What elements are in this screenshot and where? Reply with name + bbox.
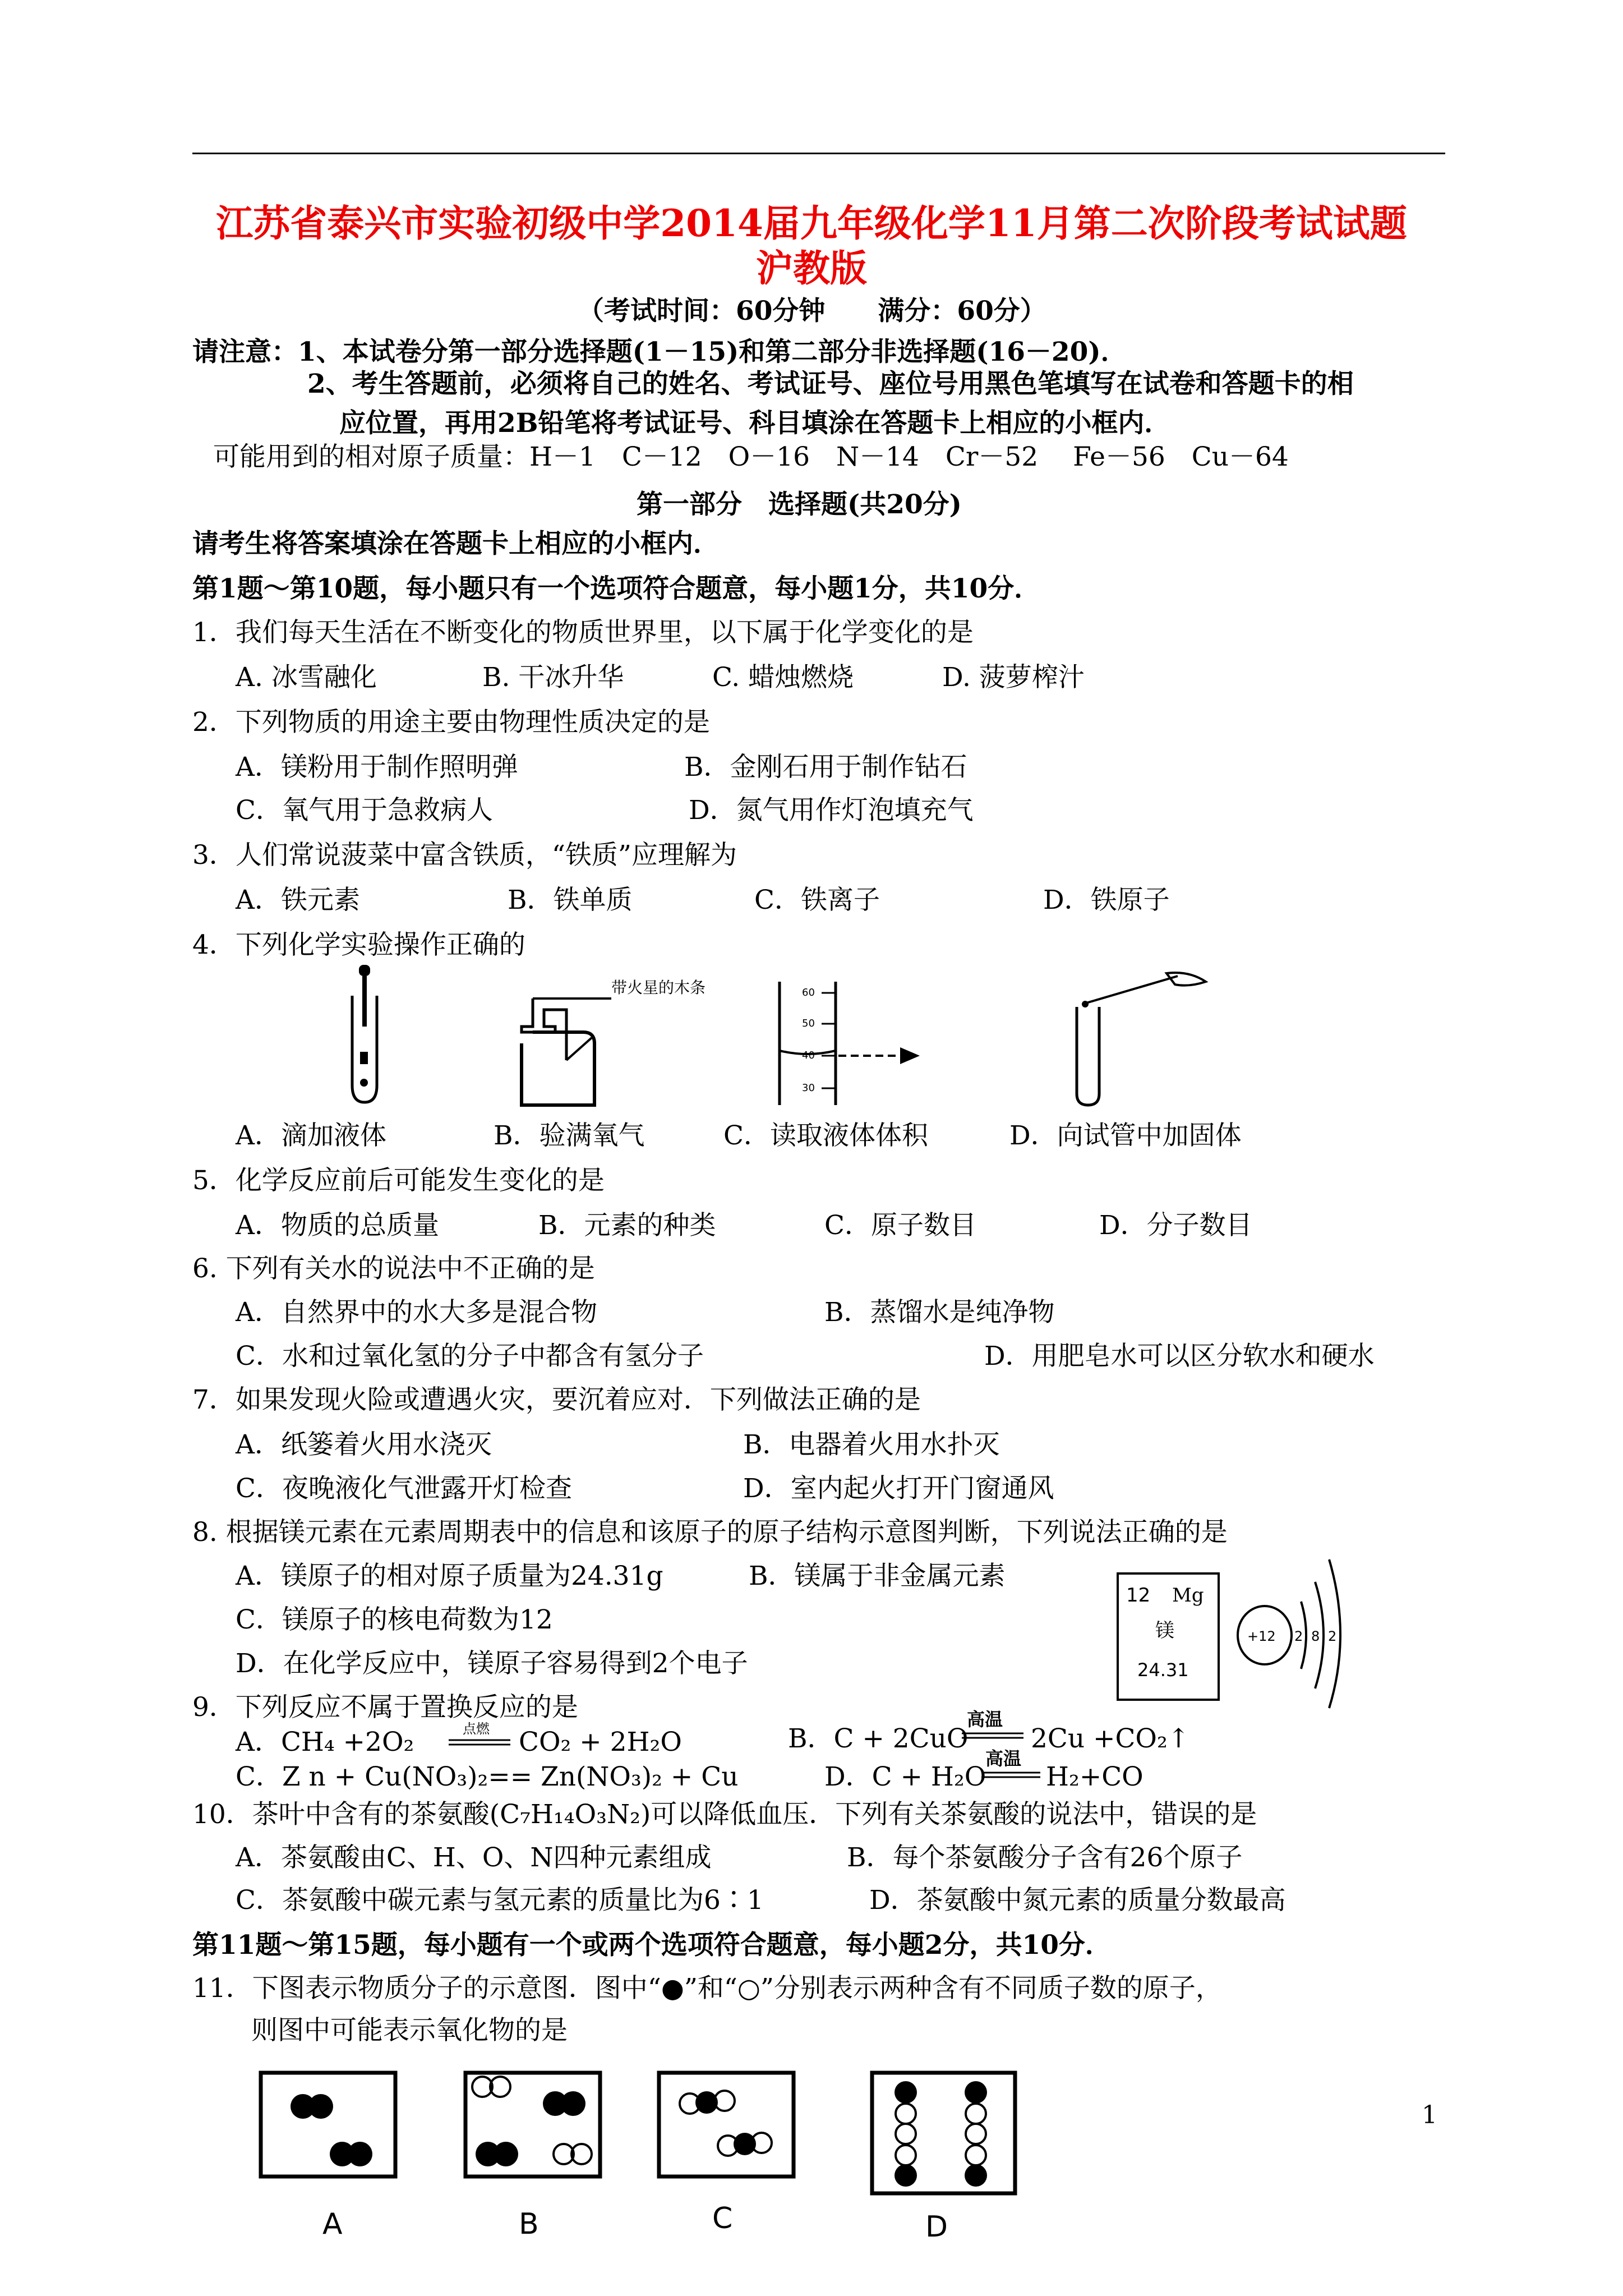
q6-option-b: B．蒸馏水是纯净物 xyxy=(824,1297,1055,1328)
card-mass: 24.31 xyxy=(1137,1659,1189,1681)
q3-option-d: D．铁原子 xyxy=(1043,885,1170,915)
q9a-arrow xyxy=(446,1721,513,1752)
q1-option-d: D. 菠萝榨汁 xyxy=(942,662,1085,693)
q8-option-c: C．镁原子的核电荷数为12 xyxy=(236,1604,553,1635)
q1-option-a: A. 冰雪融化 xyxy=(236,662,377,693)
q3-stem: 3．人们常说菠菜中富含铁质，“铁质”应理解为 xyxy=(192,840,737,871)
q2-option-d: D．氮气用作灯泡填充气 xyxy=(689,795,974,826)
spatula-test-tube-figure xyxy=(1054,965,1223,1111)
q4-stem: 4．下列化学实验操作正确的 xyxy=(192,930,525,960)
dropper-test-tube-figure xyxy=(336,962,393,1108)
q10-option-d: D．茶氨酸中氮元素的质量分数最高 xyxy=(869,1885,1286,1916)
molecule-box-b xyxy=(465,2073,600,2177)
atomic-masses: 可能用到的相对原子质量：H－1 C－12 O－16 N－14 Cr－52 Fe－56 Cu－64 xyxy=(213,441,1289,472)
q9-option-d: D．C + H₂O xyxy=(824,1761,986,1792)
q11-stem-line1: 11．下图表示物质分子的示意图．图中“●”和“○”分别表示两种含有不同质子数的原子， xyxy=(192,1973,1222,2004)
scale-40: 40 xyxy=(802,1050,815,1061)
shell-2: 8 xyxy=(1311,1628,1320,1644)
q7-option-b: B．电器着火用水扑灭 xyxy=(743,1429,1000,1460)
q2-stem: 2．下列物质的用途主要由物理性质决定的是 xyxy=(192,707,710,738)
notice-line-1: 请注意：1、本试卷分第一部分选择题(1－15)和第二部分非选择题(16－20)． xyxy=(192,337,1127,367)
q5-option-a: A．物质的总质量 xyxy=(236,1210,439,1241)
q9d-condition: 高温 xyxy=(985,1748,1022,1769)
molecule-box-a xyxy=(261,2073,395,2177)
molecule-box-c xyxy=(659,2073,794,2177)
q6-stem: 6. 下列有关水的说法中不正确的是 xyxy=(192,1253,595,1284)
q9d-products: H₂+CO xyxy=(1046,1761,1144,1792)
q7-option-a: A．纸篓着火用水浇灭 xyxy=(236,1429,492,1460)
card-symbol: Mg xyxy=(1172,1584,1204,1607)
q7-option-d: D．室内起火打开门窗通风 xyxy=(743,1473,1054,1504)
q5-option-c: C．原子数目 xyxy=(824,1210,976,1241)
shell-3: 2 xyxy=(1328,1628,1337,1644)
q2-option-a: A．镁粉用于制作照明弹 xyxy=(236,752,518,783)
scale-60: 60 xyxy=(802,987,815,999)
shell-1: 2 xyxy=(1294,1628,1303,1644)
q8-stem: 8. 根据镁元素在元素周期表中的信息和该原子的原子结构示意图判断，下列说法正确的是 xyxy=(192,1517,1228,1548)
q9b-arrow xyxy=(959,1710,1026,1743)
q8-option-b: B．镁属于非金属元素 xyxy=(749,1561,1006,1591)
q6-option-a: A．自然界中的水大多是混合物 xyxy=(236,1297,597,1328)
q4-option-b: B．验满氧气 xyxy=(494,1120,645,1151)
page-number: 1 xyxy=(1422,2101,1437,2129)
part1-instruction: 请考生将答案填涂在答题卡上相应的小框内． xyxy=(192,528,720,559)
q11-label-c: C xyxy=(712,2202,733,2235)
q10-option-a: A．茶氨酸由C、H、O、N四种元素组成 xyxy=(236,1842,712,1873)
q6-option-c: C．水和过氧化氢的分子中都含有氢分子 xyxy=(236,1341,704,1372)
q5-stem: 5．化学反应前后可能发生变化的是 xyxy=(192,1165,605,1196)
q7-option-c: C．夜晚液化气泄露开灯检查 xyxy=(236,1473,572,1504)
q1-option-b: B. 干冰升华 xyxy=(482,662,624,693)
scale-50: 50 xyxy=(802,1018,815,1029)
q4-option-c: C．读取液体体积 xyxy=(723,1120,928,1151)
graduated-cylinder-figure xyxy=(768,979,937,1108)
q9-stem: 9．下列反应不属于置换反应的是 xyxy=(192,1692,578,1723)
scale-30: 30 xyxy=(802,1082,815,1094)
q9b-condition: 高温 xyxy=(967,1709,1003,1730)
molecule-box-d xyxy=(872,2073,1015,2193)
q11-label-d: D xyxy=(925,2210,948,2244)
part1-heading: 第一部分 选择题(共20分) xyxy=(637,489,962,520)
card-atomic-number: 12 xyxy=(1126,1584,1151,1607)
q2-option-b: B．金刚石用于制作钻石 xyxy=(684,752,967,783)
q3-option-b: B．铁单质 xyxy=(508,885,633,915)
q3-option-a: A．铁元素 xyxy=(236,885,360,915)
q4-fig-label: 带火星的木条 xyxy=(611,978,706,997)
q9a-condition: 点燃 xyxy=(463,1721,490,1737)
q10-option-c: C．茶氨酸中碳元素与氢元素的质量比为6∶1 xyxy=(236,1885,764,1916)
q4-option-d: D．向试管中加固体 xyxy=(1009,1120,1242,1151)
q9-option-c: C．Z n + Cu(NO₃)₂== Zn(NO₃)₂ + Cu xyxy=(236,1761,739,1792)
q4-option-a: A．滴加液体 xyxy=(236,1120,386,1151)
notice-line-3: 应位置，再用2B铅笔将考试证号、科目填涂在答题卡上相应的小框内． xyxy=(339,408,1171,439)
header-rule xyxy=(192,153,1445,154)
magnesium-info-figure xyxy=(1116,1554,1352,1711)
q5-option-d: D．分子数目 xyxy=(1099,1210,1252,1241)
q9a-products: CO₂ + 2H₂O xyxy=(519,1727,682,1757)
q11-label-b: B xyxy=(519,2207,539,2241)
q1-stem: 1．我们每天生活在不断变化的物质世界里，以下属于化学变化的是 xyxy=(192,617,974,648)
notice-line-2: 2、考生答题前，必须将自己的姓名、考试证号、座位号用黑色笔填写在试卷和答题卡的相 xyxy=(307,369,1354,399)
q1-option-c: C. 蜡烛燃烧 xyxy=(712,662,854,693)
q8-option-d: D．在化学反应中，镁原子容易得到2个电子 xyxy=(236,1648,748,1679)
q9-option-b: B．C + 2CuO xyxy=(788,1723,969,1754)
q9b-products: 2Cu +CO₂↑ xyxy=(1031,1723,1190,1754)
gas-bottle-figure xyxy=(510,976,706,1111)
q5-option-b: B．元素的种类 xyxy=(538,1210,716,1241)
section-a-heading: 第1题～第10题，每小题只有一个选项符合题意，每小题1分，共10分． xyxy=(192,573,1041,604)
q8-option-a: A．镁原子的相对原子质量为24.31g xyxy=(236,1561,663,1591)
q2-option-c: C．氧气用于急救病人 xyxy=(236,795,493,826)
q10-option-b: B．每个茶氨酸分子含有26个原子 xyxy=(847,1842,1243,1873)
q7-stem: 7．如果发现火险或遭遇火灾，要沉着应对．下列做法正确的是 xyxy=(192,1384,921,1415)
q9d-arrow xyxy=(979,1749,1043,1783)
card-name: 镁 xyxy=(1155,1619,1174,1642)
page-title-version: 沪教版 xyxy=(756,246,867,290)
page-title: 江苏省泰兴市实验初级中学2014届九年级化学11月第二次阶段考试试题 xyxy=(216,201,1407,245)
section-b-heading: 第11题～第15题，每小题有一个或两个选项符合题意，每小题2分，共10分． xyxy=(192,1930,1112,1961)
exam-info: （考试时间：60分钟 满分：60分） xyxy=(578,296,1046,326)
q3-option-c: C．铁离子 xyxy=(754,885,880,915)
molecule-diagrams xyxy=(258,2070,1054,2205)
q11-stem-line2: 则图中可能表示氧化物的是 xyxy=(251,2015,568,2046)
nucleus-charge: +12 xyxy=(1247,1628,1276,1644)
q6-option-d: D．用肥皂水可以区分软水和硬水 xyxy=(984,1341,1375,1372)
q10-stem: 10．茶叶中含有的茶氨酸(C₇H₁₄O₃N₂)可以降低血压．下列有关茶氨酸的说法中，错误的是 xyxy=(192,1799,1257,1830)
q11-label-a: A xyxy=(322,2207,343,2241)
q9-option-a: A．CH₄ +2O₂ xyxy=(236,1727,414,1757)
